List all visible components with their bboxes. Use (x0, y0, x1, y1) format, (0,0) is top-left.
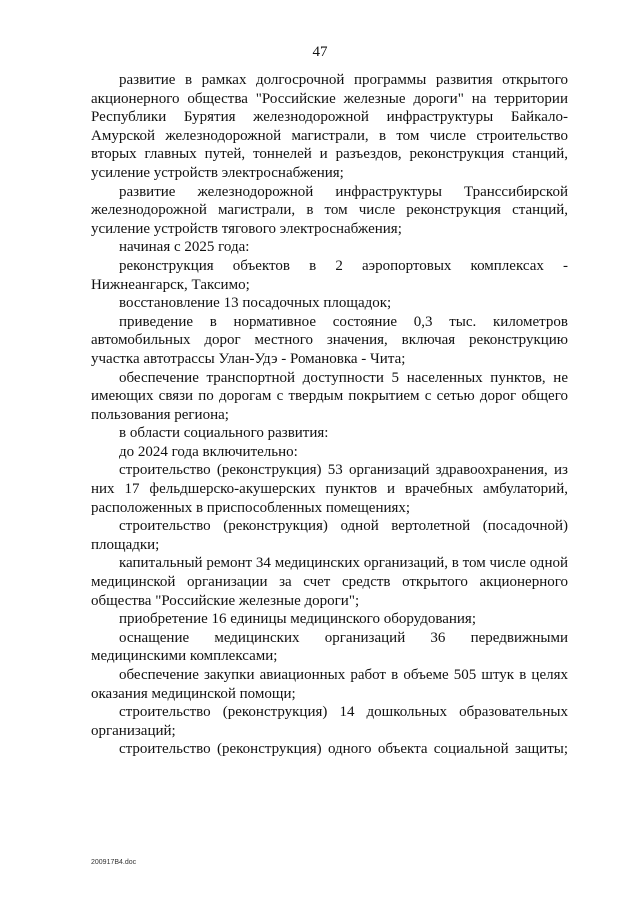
page-number: 47 (312, 44, 328, 60)
paragraph-medical-equipment: приобретение 16 единицы медицинского оборудования; (119, 611, 476, 628)
paragraph-until-2024: до 2024 года включительно: (119, 443, 298, 460)
paragraph-preschools: строительство (реконструкция) 14 дошкольных образовательных организаций; (91, 704, 568, 739)
paragraph-healthcare-construction: строительство (реконструкция) 53 организаций здравоохранения, из них 17 фельдшерско-акушерских пунктов и врачебных амбулаторий, расположенных в приспособленных помещениях; (91, 462, 568, 516)
paragraph-medical-repair: капитальный ремонт 34 медицинских организаций, в том числе одной медицинской организации за счет средств открытого акционерного общества "Российские железные дороги"; (91, 555, 568, 609)
paragraph-roads: приведение в нормативное состояние 0,3 тыс. километров автомобильных дорог местного значения, включая реконструкцию участка автотрассы Улан-Удэ - Романовка - Чита; (91, 313, 568, 367)
file-name-footer: 200917В4.doc (91, 859, 137, 866)
paragraph-social-protection: строительство (реконструкция) одного объекта социальной защиты; (119, 741, 568, 758)
paragraph-mobile-complexes: оснащение медицинских организаций 36 передвижными медицинскими комплексами; (91, 629, 568, 665)
paragraph-transsib-railway: развитие железнодорожной инфраструктуры Транссибирской железнодорожной магистрали, в том числе реконструкция станций, усиление устройств тягового электроснабжения; (91, 183, 568, 237)
paragraph-aviation-works: обеспечение закупки авиационных работ в объеме 505 штук в целях оказания медицинской помощи; (91, 667, 568, 702)
paragraph-helipad: строительство (реконструкция) одной вертолетной (посадочной) площадки; (91, 518, 568, 553)
paragraph-from-2025: начиная с 2025 года: (119, 239, 250, 256)
document-body (91, 71, 568, 759)
paragraph-landing-sites: восстановление 13 посадочных площадок; (119, 295, 392, 312)
paragraph-transport-access: обеспечение транспортной доступности 5 населенных пунктов, не имеющих связи по дорогам с твердым покрытием с сетью дорог общего пользования региона; (91, 369, 568, 423)
paragraph-bam-railway: развитие в рамках долгосрочной программы развития открытого акционерного общества "Российские железные дороги" на территории Республики Бурятия железнодорожной инфраструктуры Байкало-Амурской железнодорожной магистрали, в том числе строительство вторых главных путей, тоннелей и разъездов, реконструкция станций, усиление устройств электроснабжения; (91, 72, 568, 181)
paragraph-social-heading: в области социального развития: (119, 425, 329, 442)
paragraph-airports: реконструкция объектов в 2 аэропортовых комплексах - Нижнеангарск, Таксимо; (91, 257, 568, 293)
